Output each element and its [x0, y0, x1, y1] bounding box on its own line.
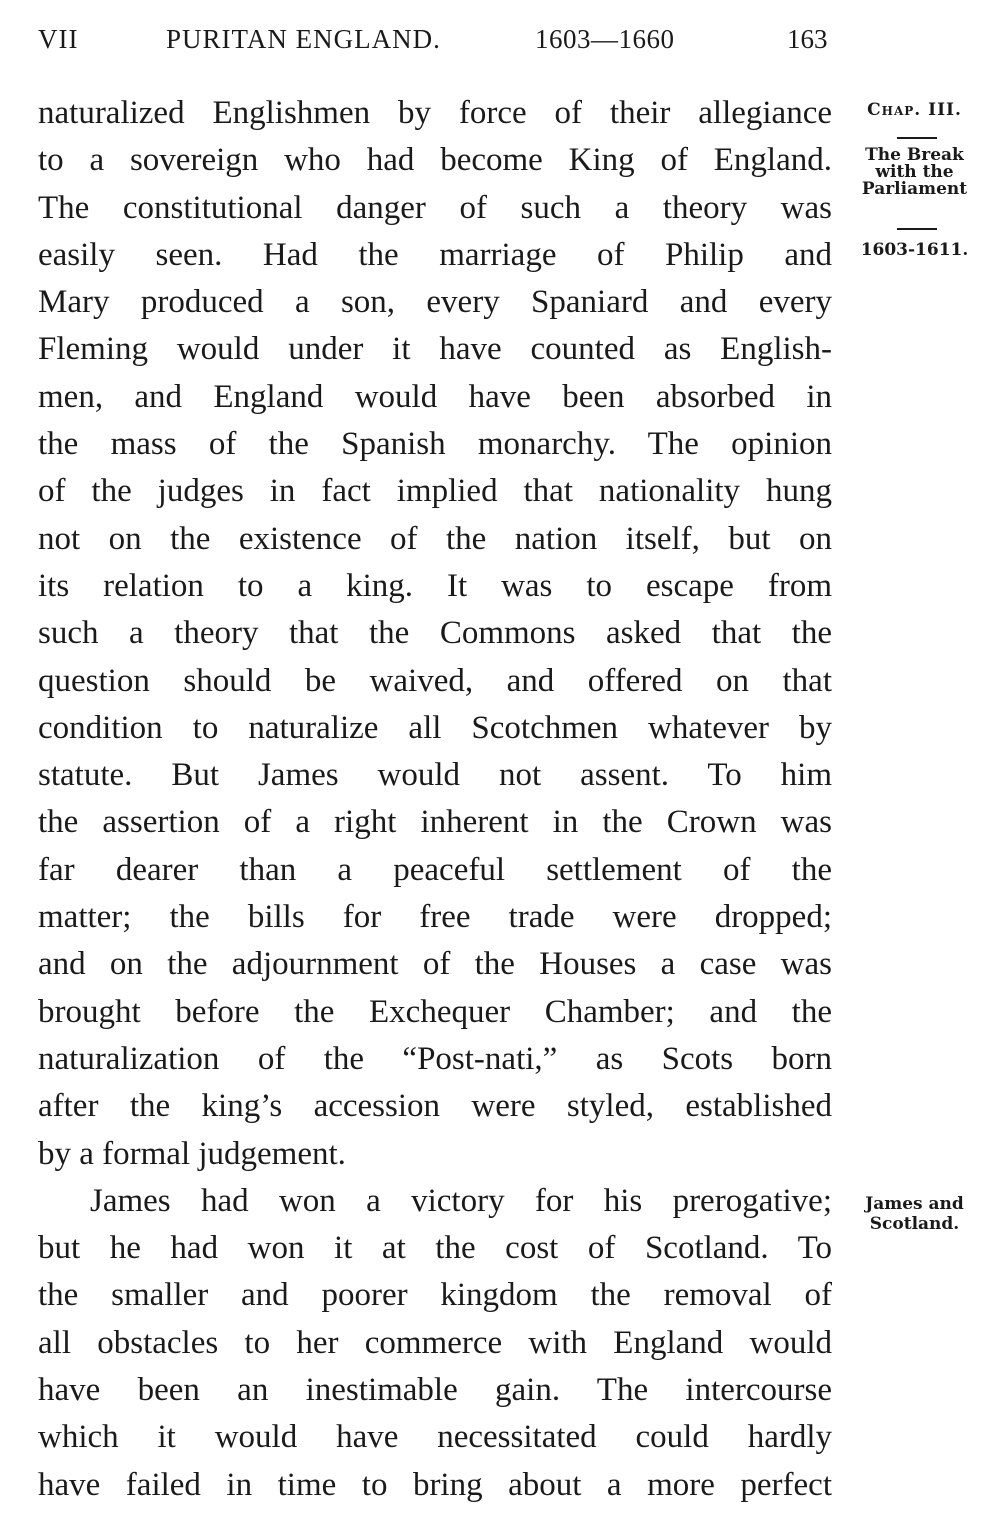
text-line: James had won a victory for his prerogative; [90, 1182, 832, 1219]
text-line: all obstacles to her commerce with England would [38, 1324, 832, 1361]
margin-divider [897, 228, 937, 230]
margin-topic-note [842, 1194, 987, 1234]
text-line: question should be waived, and offered on that [38, 662, 832, 699]
text-line: after the king’s accession were styled, established [38, 1088, 832, 1125]
margin-section-line: with the [875, 162, 954, 182]
text-line: condition to naturalize all Scotchmen whatever by [38, 709, 832, 746]
page-number: 163 [787, 24, 828, 54]
header-date-range: 1603—1660 [535, 24, 675, 54]
text-line: the assertion of a right inherent in the Crown was [38, 804, 832, 841]
text-line: naturalized Englishmen by force of their allegiance [38, 95, 832, 131]
text-line: not on the existence of the nation itself, but on [38, 520, 832, 557]
text-line: but he had won it at the cost of Scotland. To [38, 1230, 832, 1267]
text-line: and on the adjournment of the Houses a case was [38, 946, 832, 983]
margin-section-line: Parliament [861, 179, 968, 199]
text-line: the smaller and poorer kingdom the removal of [38, 1277, 832, 1314]
header-chapter-number: VII [38, 24, 79, 54]
margin-divider [897, 137, 937, 139]
margin-section-line: The Break [865, 145, 964, 165]
text-line: matter; the bills for free trade were dropped; [38, 899, 832, 936]
running-header [38, 22, 838, 56]
text-line: The constitutional danger of such a theory was [38, 189, 832, 226]
text-line: far dearer than a peaceful settlement of the [38, 851, 832, 888]
margin-topic-line: James and [865, 1194, 964, 1214]
margin-date-range: 1603-1611. [860, 240, 969, 260]
paragraph-2 [38, 1178, 832, 1509]
text-line: naturalization of the “Post-nati,” as Scots born [38, 1040, 832, 1077]
paragraph-1 [38, 90, 832, 1178]
text-line: the mass of the Spanish monarchy. The opinion [38, 426, 832, 463]
text-line: by a formal judgement. [38, 1135, 346, 1172]
text-line: its relation to a king. It was to escape from [38, 567, 832, 604]
text-line: have failed in time to bring about a more perfect [38, 1466, 832, 1503]
body-text [38, 90, 832, 1509]
margin-chapter-label: Chap. III. [867, 100, 962, 120]
text-line: of the judges in fact implied that nationality hung [38, 473, 832, 510]
text-line: have been an inestimable gain. The intercourse [38, 1372, 832, 1409]
header-book-title: PURITAN ENGLAND. [166, 24, 441, 54]
text-line: to a sovereign who had become King of England. [38, 142, 832, 179]
text-line: men, and England would have been absorbed in [38, 378, 832, 415]
text-line: Fleming would under it have counted as English- [38, 331, 832, 368]
text-line: such a theory that the Commons asked that the [38, 615, 832, 652]
text-line: which it would have necessitated could hardly [38, 1419, 832, 1456]
text-line: statute. But James would not assent. To him [38, 757, 832, 794]
margin-topic-line: Scotland. [869, 1214, 960, 1234]
margin-section-title [842, 147, 987, 198]
text-line: Mary produced a son, every Spaniard and every [38, 284, 832, 321]
text-line: easily seen. Had the marriage of Philip and [38, 236, 832, 273]
text-line: brought before the Exchequer Chamber; and the [38, 993, 832, 1030]
